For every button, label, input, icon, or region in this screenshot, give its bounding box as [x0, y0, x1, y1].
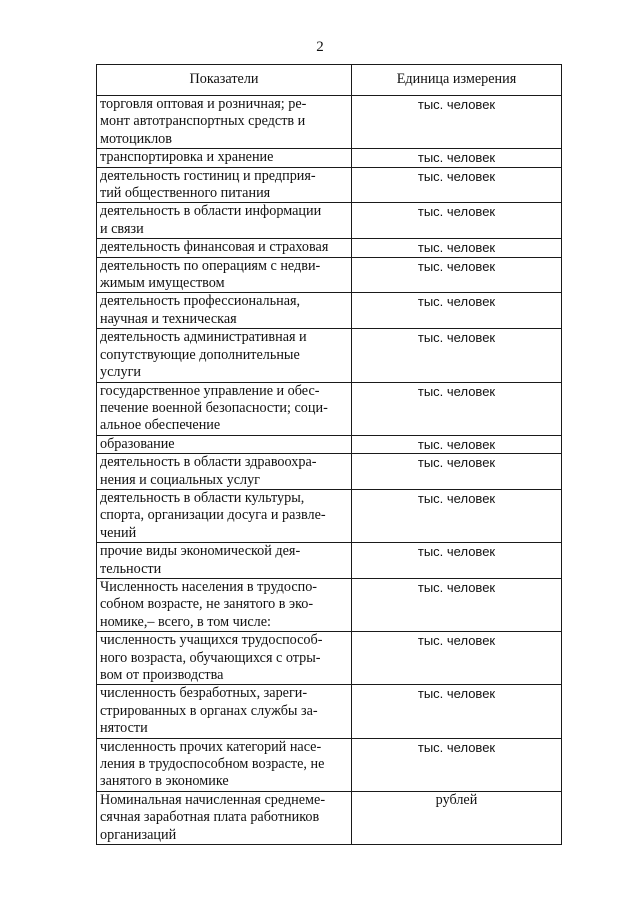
- table-header-row: [97, 65, 562, 96]
- unit-of-measure: тыс. человек: [352, 489, 562, 542]
- table-row: [97, 149, 562, 167]
- unit-of-measure: рублей: [352, 791, 562, 844]
- table-row: [97, 382, 562, 435]
- unit-of-measure: тыс. человек: [352, 239, 562, 257]
- indicator-name: государственное управление и обес- печение военной безопасности; соци- альное обеспечение: [97, 382, 352, 435]
- indicator-name: транспортировка и хранение: [97, 149, 352, 167]
- table-row: [97, 257, 562, 293]
- unit-of-measure: тыс. человек: [352, 293, 562, 329]
- indicator-name: деятельность профессиональная, научная и техническая: [97, 293, 352, 329]
- indicator-name: торговля оптовая и розничная; ре- монт автотранспортных средств и мотоциклов: [97, 96, 352, 149]
- indicator-name: деятельность в области здравоохра- нения и социальных услуг: [97, 454, 352, 490]
- unit-of-measure: тыс. человек: [352, 96, 562, 149]
- indicators-table: [96, 64, 562, 845]
- indicator-name: деятельность по операциям с недви- жимым имуществом: [97, 257, 352, 293]
- indicator-name: деятельность в области культуры, спорта, организации досуга и развле- чений: [97, 489, 352, 542]
- unit-of-measure: тыс. человек: [352, 167, 562, 203]
- table-row: [97, 632, 562, 685]
- unit-of-measure: тыс. человек: [352, 329, 562, 382]
- table-row: [97, 578, 562, 631]
- table-row: [97, 738, 562, 791]
- table-row: [97, 489, 562, 542]
- table-row: [97, 435, 562, 453]
- unit-of-measure: тыс. человек: [352, 203, 562, 239]
- page-number: 2: [316, 39, 324, 55]
- table-row: [97, 96, 562, 149]
- column-header-indicator: Показатели: [97, 65, 352, 96]
- table-row: [97, 685, 562, 738]
- unit-of-measure: тыс. человек: [352, 632, 562, 685]
- indicator-name: численность безработных, зареги- стрированных в органах службы за- нятости: [97, 685, 352, 738]
- unit-of-measure: тыс. человек: [352, 738, 562, 791]
- unit-of-measure: тыс. человек: [352, 454, 562, 490]
- table-row: [97, 454, 562, 490]
- indicator-name: Численность населения в трудоспо- собном возрасте, не занятого в эко- номике,– всего, в том числе:: [97, 578, 352, 631]
- unit-of-measure: тыс. человек: [352, 382, 562, 435]
- table-row: [97, 293, 562, 329]
- table-row: [97, 167, 562, 203]
- table-row: [97, 239, 562, 257]
- unit-of-measure: тыс. человек: [352, 543, 562, 579]
- unit-of-measure: тыс. человек: [352, 435, 562, 453]
- indicator-name: численность учащихся трудоспособ- ного возраста, обучающихся с отры- вом от производства: [97, 632, 352, 685]
- column-header-unit: Единица измерения: [352, 65, 562, 96]
- indicator-name: Номинальная начисленная среднеме- сячная заработная плата работников организаций: [97, 791, 352, 844]
- indicator-name: деятельность в области информации и связи: [97, 203, 352, 239]
- table-row: [97, 543, 562, 579]
- unit-of-measure: тыс. человек: [352, 685, 562, 738]
- indicator-name: прочие виды экономической дея- тельности: [97, 543, 352, 579]
- indicator-name: деятельность административная и сопутствующие дополнительные услуги: [97, 329, 352, 382]
- indicator-name: образование: [97, 435, 352, 453]
- indicator-name: деятельность гостиниц и предприя- тий общественного питания: [97, 167, 352, 203]
- table-row: [97, 329, 562, 382]
- indicator-name: численность прочих категорий насе- ления в трудоспособном возрасте, не занятого в экономике: [97, 738, 352, 791]
- indicator-name: деятельность финансовая и страховая: [97, 239, 352, 257]
- table-row: [97, 791, 562, 844]
- table-row: [97, 203, 562, 239]
- unit-of-measure: тыс. человек: [352, 149, 562, 167]
- unit-of-measure: тыс. человек: [352, 578, 562, 631]
- unit-of-measure: тыс. человек: [352, 257, 562, 293]
